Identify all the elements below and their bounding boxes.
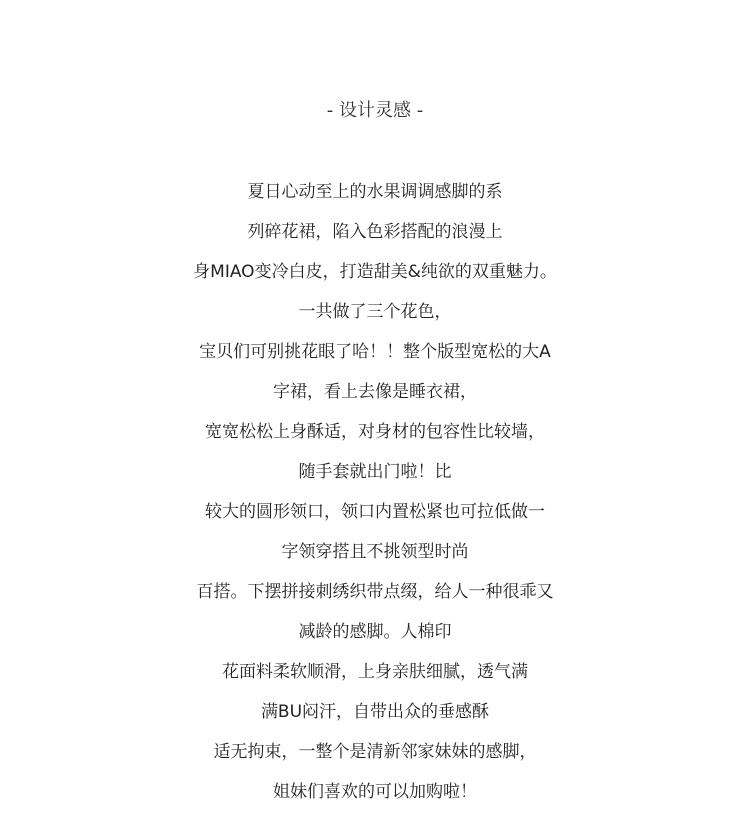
text-line: 夏日心动至上的水果调调感脚的系 bbox=[247, 182, 503, 202]
text-line: 身MIAO变冷白皮，打造甜美&纯欲的双重魅力。 bbox=[193, 262, 557, 282]
text-line: 减龄的感脚。人棉印 bbox=[298, 622, 452, 642]
text-line: 字裙，看上去像是睡衣裙， bbox=[273, 382, 477, 402]
text-line: 满BU闷汗，自带出众的垂感酥 bbox=[260, 702, 490, 722]
text-line: 姐妹们喜欢的可以加购啦！ bbox=[273, 782, 477, 802]
text-line: 一共做了三个花色， bbox=[298, 302, 452, 322]
text-line: 宽宽松松上身酥适，对身材的包容性比较墙， bbox=[205, 422, 545, 442]
text-line: 宝贝们可别挑花眼了哈！！整个版型宽松的大A bbox=[199, 342, 551, 362]
section-heading: - 设计灵感 - bbox=[326, 100, 424, 121]
text-line: 适无拘束，一整个是清新邻家妹妹的感脚， bbox=[213, 742, 537, 762]
text-line: 随手套就出门啦！比 bbox=[298, 462, 452, 482]
text-line: 花面料柔软顺滑，上身亲肤细腻，透气满 bbox=[222, 662, 528, 682]
text-line: 百搭。下摆拼接刺绣织带点缀，给人一种很乖又 bbox=[196, 582, 554, 602]
text-line: 字领穿搭且不挑领型时尚 bbox=[281, 542, 469, 562]
description-paragraph bbox=[0, 172, 750, 812]
text-line: 较大的圆形领口，领口内置松紧也可拉低做一 bbox=[205, 502, 545, 522]
text-line: 列碎花裙，陷入色彩搭配的浪漫上 bbox=[247, 222, 503, 242]
